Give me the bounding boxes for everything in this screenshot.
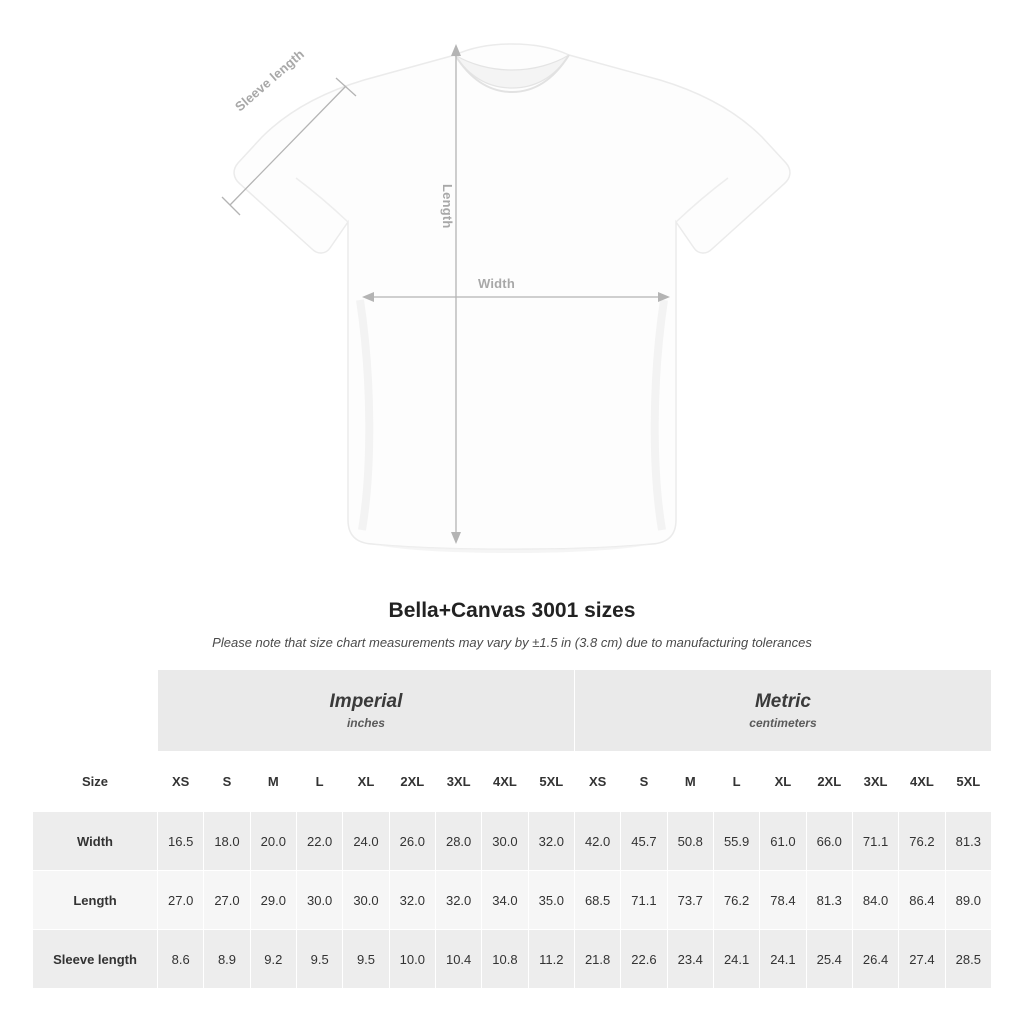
group-header-imperial xyxy=(158,670,575,752)
cell-1-0: 27.0 xyxy=(158,871,204,930)
group-title-imperial: Imperial xyxy=(329,690,403,712)
column-header-size-8: 5XL xyxy=(528,752,574,812)
cell-2-4: 9.5 xyxy=(343,930,389,989)
cell-1-5: 32.0 xyxy=(389,871,435,930)
table-row xyxy=(33,812,992,871)
cell-1-16: 86.4 xyxy=(899,871,945,930)
cell-1-7: 34.0 xyxy=(482,871,528,930)
column-header-size-2: M xyxy=(250,752,296,812)
table-row xyxy=(33,930,992,989)
column-header-size-12: L xyxy=(713,752,759,812)
table-corner-blank xyxy=(33,670,158,752)
column-header-size-11: M xyxy=(667,752,713,812)
cell-0-8: 32.0 xyxy=(528,812,574,871)
cell-1-11: 73.7 xyxy=(667,871,713,930)
column-header-size-10: S xyxy=(621,752,667,812)
row-label-width: Width xyxy=(33,812,158,871)
cell-2-1: 8.9 xyxy=(204,930,250,989)
cell-0-3: 22.0 xyxy=(296,812,342,871)
cell-1-12: 76.2 xyxy=(713,871,759,930)
cell-2-9: 21.8 xyxy=(574,930,620,989)
column-header-size-6: 3XL xyxy=(435,752,481,812)
group-unit-imperial: inches xyxy=(346,715,385,730)
column-header-size-17: 5XL xyxy=(945,752,991,812)
column-header-size-0: XS xyxy=(158,752,204,812)
cell-1-1: 27.0 xyxy=(204,871,250,930)
cell-0-9: 42.0 xyxy=(574,812,620,871)
group-unit-metric: centimeters xyxy=(749,715,817,730)
group-title-metric: Metric xyxy=(754,690,811,712)
cell-2-11: 23.4 xyxy=(667,930,713,989)
column-header-size-16: 4XL xyxy=(899,752,945,812)
cell-1-4: 30.0 xyxy=(343,871,389,930)
cell-2-6: 10.4 xyxy=(435,930,481,989)
group-header-metric xyxy=(574,670,991,752)
table-body xyxy=(33,812,992,989)
cell-1-9: 68.5 xyxy=(574,871,620,930)
row-label-sleeve-length: Sleeve length xyxy=(33,930,158,989)
cell-2-7: 10.8 xyxy=(482,930,528,989)
width-label: Width xyxy=(478,276,515,291)
tshirt-shape xyxy=(234,44,790,553)
cell-2-10: 22.6 xyxy=(621,930,667,989)
cell-2-12: 24.1 xyxy=(713,930,759,989)
cell-1-17: 89.0 xyxy=(945,871,991,930)
column-header-size-5: 2XL xyxy=(389,752,435,812)
cell-0-7: 30.0 xyxy=(482,812,528,871)
cell-0-4: 24.0 xyxy=(343,812,389,871)
column-header-size-7: 4XL xyxy=(482,752,528,812)
cell-2-13: 24.1 xyxy=(760,930,806,989)
column-header-size-14: 2XL xyxy=(806,752,852,812)
cell-0-11: 50.8 xyxy=(667,812,713,871)
page-title: Bella+Canvas 3001 sizes xyxy=(388,599,636,622)
column-header-size: Size xyxy=(33,752,158,812)
cell-1-13: 78.4 xyxy=(760,871,806,930)
cell-1-10: 71.1 xyxy=(621,871,667,930)
cell-0-15: 71.1 xyxy=(852,812,898,871)
cell-2-5: 10.0 xyxy=(389,930,435,989)
cell-2-8: 11.2 xyxy=(528,930,574,989)
cell-1-6: 32.0 xyxy=(435,871,481,930)
cell-1-15: 84.0 xyxy=(852,871,898,930)
column-header-size-4: XL xyxy=(343,752,389,812)
length-label: Length xyxy=(440,184,455,229)
cell-2-15: 26.4 xyxy=(852,930,898,989)
column-header-size-15: 3XL xyxy=(852,752,898,812)
cell-0-16: 76.2 xyxy=(899,812,945,871)
cell-1-14: 81.3 xyxy=(806,871,852,930)
cell-1-3: 30.0 xyxy=(296,871,342,930)
cell-0-12: 55.9 xyxy=(713,812,759,871)
cell-2-14: 25.4 xyxy=(806,930,852,989)
sleeve-length-label: Sleeve length xyxy=(232,46,308,115)
cell-1-8: 35.0 xyxy=(528,871,574,930)
size-chart-table xyxy=(32,669,992,989)
cell-0-0: 16.5 xyxy=(158,812,204,871)
row-label-length: Length xyxy=(33,871,158,930)
cell-2-2: 9.2 xyxy=(250,930,296,989)
table-size-header-row xyxy=(33,752,992,812)
cell-2-16: 27.4 xyxy=(899,930,945,989)
cell-0-1: 18.0 xyxy=(204,812,250,871)
column-header-size-3: L xyxy=(296,752,342,812)
column-header-size-1: S xyxy=(204,752,250,812)
cell-0-17: 81.3 xyxy=(945,812,991,871)
cell-2-17: 28.5 xyxy=(945,930,991,989)
table-row xyxy=(33,871,992,930)
chart-header xyxy=(0,597,1024,651)
cell-0-6: 28.0 xyxy=(435,812,481,871)
cell-2-0: 8.6 xyxy=(158,930,204,989)
column-header-size-9: XS xyxy=(574,752,620,812)
column-header-size-13: XL xyxy=(760,752,806,812)
tolerance-note: Please note that size chart measurements may vary by ±1.5 in (3.8 cm) due to manufacturing tolerances xyxy=(212,635,812,650)
cell-2-3: 9.5 xyxy=(296,930,342,989)
cell-0-5: 26.0 xyxy=(389,812,435,871)
cell-0-13: 61.0 xyxy=(760,812,806,871)
table-group-header-row xyxy=(33,670,992,752)
cell-0-14: 66.0 xyxy=(806,812,852,871)
cell-0-10: 45.7 xyxy=(621,812,667,871)
cell-1-2: 29.0 xyxy=(250,871,296,930)
cell-0-2: 20.0 xyxy=(250,812,296,871)
